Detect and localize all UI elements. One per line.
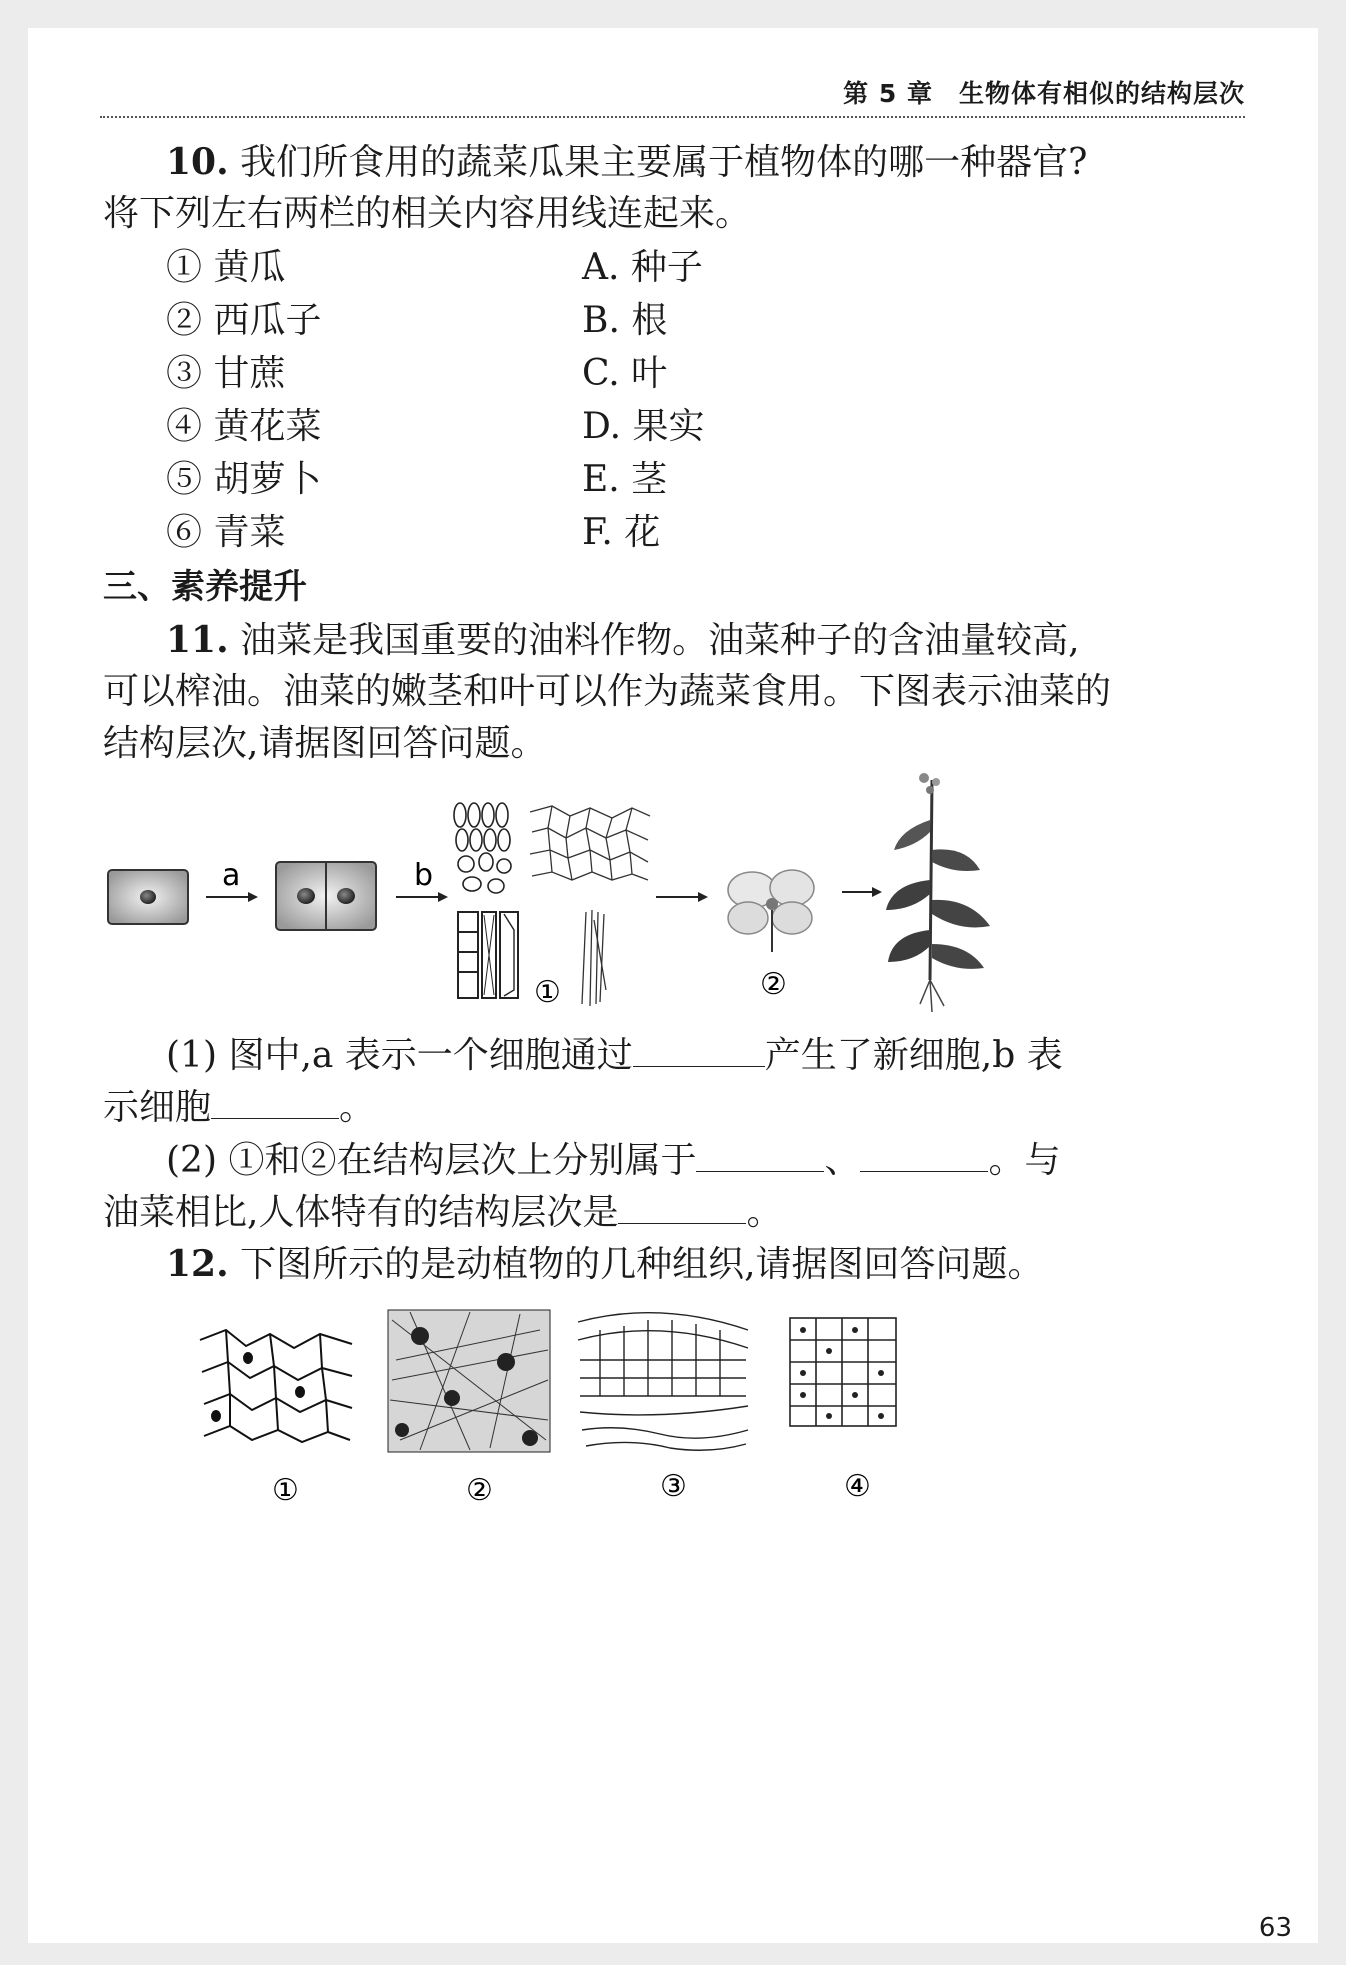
section-heading: 三、素养提升 — [103, 567, 307, 607]
q10-left-item: ② 西瓜子 — [166, 300, 322, 341]
page-number: 63 — [1258, 1913, 1292, 1943]
q11-sub1-text-a: (1) 图中,a 表示一个细胞通过 — [166, 1035, 633, 1076]
q11-sub2-text-e: 。 — [746, 1192, 783, 1233]
tissue-label-3: ③ — [660, 1469, 687, 1504]
tissue-label-2: ② — [466, 1473, 493, 1508]
q10-number: 10. — [166, 141, 229, 183]
tissue-label-4: ④ — [844, 1469, 871, 1504]
q10-left-item: ③ 甘蔗 — [166, 353, 286, 394]
figure-label-1: ① — [534, 975, 561, 1010]
q11-sub2-text-b: 、 — [824, 1140, 861, 1181]
tissue-1-image — [200, 1330, 352, 1442]
q10-left-item: ④ 黄花菜 — [166, 406, 322, 447]
q10-right-item: D. 果实 — [582, 406, 705, 447]
q11-sub2-text-c: 。与 — [988, 1140, 1061, 1181]
q11-sub2-text-d: 油菜相比,人体特有的结构层次是 — [103, 1192, 619, 1233]
q10-left-item: ⑥ 青菜 — [166, 512, 286, 553]
q10-right-item: C. 叶 — [582, 353, 668, 394]
q10-line1-text: 我们所食用的蔬菜瓜果主要属于植物体的哪一种器官? — [240, 142, 1088, 183]
q10-right-item: A. 种子 — [582, 247, 703, 288]
tissue-4-image — [790, 1318, 896, 1426]
header-title: 生物体有相似的结构层次 — [958, 79, 1245, 108]
q12-text: 下图所示的是动植物的几种组织,请据图回答问题。 — [240, 1244, 1044, 1285]
arrow-a-label: a — [222, 858, 241, 893]
q10-line2: 将下列左右两栏的相关内容用线连起来。 — [103, 193, 752, 234]
tissue-3-image — [578, 1313, 748, 1451]
figure-label-2: ② — [760, 967, 787, 1002]
q10-left-item: ⑤ 胡萝卜 — [166, 459, 322, 500]
q11-number: 11. — [166, 619, 229, 661]
tissue-label-1: ① — [272, 1473, 299, 1508]
q11-line1-text: 油菜是我国重要的油料作物。油菜种子的含油量较高, — [240, 620, 1080, 661]
q10-left-item: ① 黄瓜 — [166, 247, 286, 288]
header-chapter: 第 5 章 — [843, 79, 933, 108]
arrow-b-label: b — [414, 858, 434, 893]
q11-sub1-text-b: 产生了新细胞,b 表 — [764, 1035, 1063, 1076]
q10-right-item: F. 花 — [582, 512, 661, 553]
q10-right-item: B. 根 — [582, 300, 668, 341]
tissue-2-image — [388, 1310, 550, 1452]
q11-line2: 可以榨油。油菜的嫩茎和叶可以作为蔬菜食用。下图表示油菜的 — [103, 671, 1112, 712]
q12-number: 12. — [166, 1243, 229, 1285]
q11-sub2-text-a: (2) ①和②在结构层次上分别属于 — [166, 1140, 697, 1181]
q11-line3: 结构层次,请据图回答问题。 — [103, 723, 547, 764]
q10-right-item: E. 茎 — [582, 459, 668, 500]
q11-sub1-text-c: 示细胞 — [103, 1087, 212, 1128]
q11-sub1-text-d: 。 — [339, 1087, 376, 1128]
